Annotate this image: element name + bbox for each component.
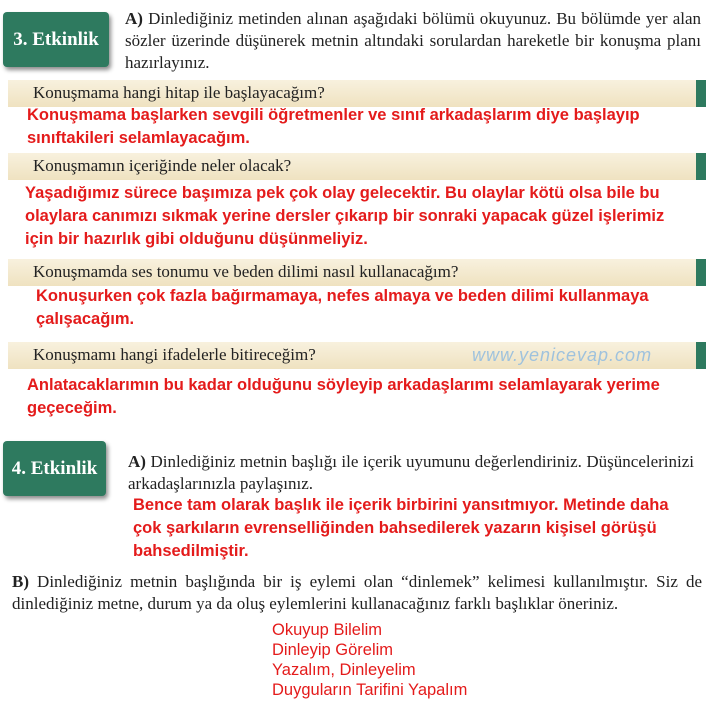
title-suggestion: Yazalım, Dinleyelim — [272, 661, 416, 679]
title-suggestion: Duyguların Tarifini Yapalım — [272, 681, 468, 699]
question-text: Konuşmamı hangi ifadelerle bitireceğim? — [33, 345, 316, 364]
answer-line: Konuşmama başlarken sevgili öğretmenler ve sınıf arkadaşlarım diye başlayıp — [27, 106, 640, 124]
question-bar-3 — [8, 259, 706, 286]
question-bar-1 — [8, 80, 706, 107]
question-bar-2 — [8, 153, 706, 180]
question-bar-edge — [696, 153, 706, 180]
part-a-text: Dinlediğiniz metnin başlığı ile içerik uyumunu değerlendiriniz. Düşüncelerinizi arkadaşlarınızla paylaşınız. — [128, 452, 695, 493]
title-suggestions — [272, 620, 467, 700]
part-a-label: A) — [128, 452, 146, 471]
part-b-text: Dinlediğiniz metnin başlığında bir iş eylemi olan “dinlemek” kelimesi kullanılmıştır. Siz de dinlediğiniz metne, durum ya da oluş eylemlerini kullanacağınız farklı başlıklar öneriniz. — [12, 572, 702, 613]
question-text: Konuşmamın içeriğinde neler olacak? — [33, 156, 292, 175]
answer-1 — [27, 104, 640, 150]
title-suggestion: Okuyup Bilelim — [272, 621, 383, 639]
intro-label: A) — [125, 9, 143, 28]
intro-text: Dinlediğiniz metinden alınan aşağıdaki bölümü okuyunuz. Bu bölümde yer alan sözler üzerinde düşünerek metnin altındaki sorulardan hareketle bir konuşma planı hazırlayınız. — [125, 9, 702, 72]
question-text: Konuşmamda ses tonumu ve beden dilimi nasıl kullanacağım? — [33, 262, 459, 281]
answer-line: geçeceğim. — [27, 399, 117, 417]
answer-3 — [36, 285, 649, 331]
question-bar-edge — [696, 259, 706, 286]
title-suggestion: Dinleyip Görelim — [272, 641, 394, 659]
answer-line: olaylara canımızı sıkmak yerine dersler çıkarıp bir sonraki yapacak güzel işlerimiz — [25, 207, 665, 225]
part-b-label: B) — [12, 572, 29, 591]
answer-line: Anlatacaklarımın bu kadar olduğunu söyleyip arkadaşlarımı selamlayarak yerime — [27, 376, 660, 394]
answer-2 — [25, 182, 664, 251]
question-bar-edge — [696, 80, 706, 107]
answer-line: çalışacağım. — [36, 310, 135, 328]
question-text: Konuşmama hangi hitap ile başlayacağım? — [33, 83, 325, 102]
activity-3-intro — [125, 8, 701, 74]
part-a-answer — [133, 494, 669, 563]
activity-3-badge: 3. Etkinlik — [3, 12, 109, 67]
activity-4-part-a — [128, 451, 694, 495]
answer-line: Konuşurken çok fazla bağırmamaya, nefes almaya ve beden dilimi kullanmaya — [36, 287, 649, 305]
answer-line: çok şarkıların evrenselliğinden bahsedilerek yazarın kişisel görüşü — [133, 519, 657, 537]
question-bar-edge — [696, 342, 706, 369]
answer-line: Bence tam olarak başlık ile içerik birbirini yansıtmıyor. Metinde daha — [133, 496, 669, 514]
answer-line: Yaşadığımız sürece başımıza pek çok olay gelecektir. Bu olaylar kötü olsa bile bu — [25, 184, 660, 202]
answer-line: sınıftakileri selamlayacağım. — [27, 129, 250, 147]
activity-4-part-b — [12, 571, 702, 615]
answer-line: için bir hazırlık gibi olduğunu düşünmeliyiz. — [25, 230, 368, 248]
answer-4 — [27, 374, 660, 420]
answer-line: bahsedilmiştir. — [133, 542, 249, 560]
activity-4-badge: 4. Etkinlik — [3, 441, 106, 496]
watermark: www.yenicevap.com — [472, 345, 653, 365]
